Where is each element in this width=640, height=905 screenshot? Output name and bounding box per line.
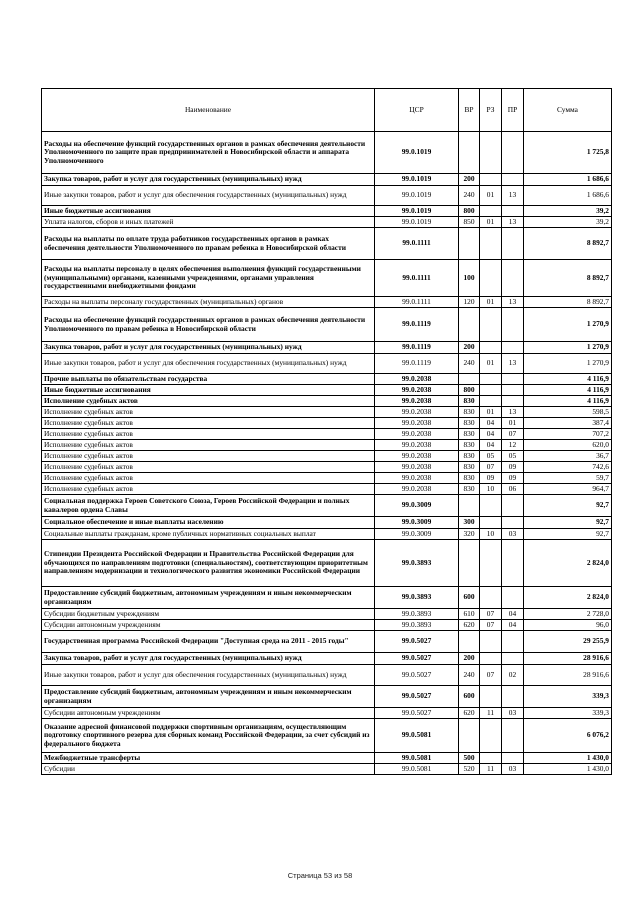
table-row xyxy=(42,418,612,429)
cell-rz: 07 xyxy=(480,462,502,473)
cell-vr: 200 xyxy=(459,174,480,186)
cell-name: Исполнение судебных актов xyxy=(42,429,375,440)
cell-rz: 09 xyxy=(480,473,502,484)
cell-sum: 8 892,7 xyxy=(524,297,612,308)
cell-vr: 830 xyxy=(459,440,480,451)
table-row xyxy=(42,354,612,374)
cell-pr xyxy=(502,396,524,407)
cell-csr: 99.0.1111 xyxy=(375,228,459,260)
cell-pr xyxy=(502,260,524,297)
cell-rz xyxy=(480,587,502,609)
table-row xyxy=(42,653,612,665)
cell-pr: 07 xyxy=(502,429,524,440)
cell-name: Расходы на выплаты персоналу в целях обеспечения выполнения функций государственными (муниципальными) органами, казенными учреждениями, органами управления государственными внебюджетными фондами xyxy=(42,260,375,297)
cell-rz xyxy=(480,653,502,665)
table-row xyxy=(42,407,612,418)
cell-rz: 11 xyxy=(480,764,502,775)
cell-rz: 07 xyxy=(480,620,502,631)
cell-name: Расходы на обеспечение функций государственных органов в рамках обеспечения деятельности Уполномоченного по правам ребенка в Новосибирской области xyxy=(42,308,375,342)
cell-pr xyxy=(502,385,524,396)
cell-vr: 620 xyxy=(459,620,480,631)
cell-csr: 99.0.2038 xyxy=(375,440,459,451)
cell-csr: 99.0.3009 xyxy=(375,517,459,529)
cell-pr xyxy=(502,753,524,764)
cell-pr: 01 xyxy=(502,418,524,429)
cell-rz xyxy=(480,396,502,407)
cell-csr: 99.0.1019 xyxy=(375,206,459,217)
cell-sum: 707,2 xyxy=(524,429,612,440)
cell-sum: 1 430,0 xyxy=(524,764,612,775)
cell-vr: 830 xyxy=(459,484,480,495)
table-row xyxy=(42,517,612,529)
cell-pr xyxy=(502,495,524,517)
cell-vr: 800 xyxy=(459,385,480,396)
cell-name: Стипендии Президента Российской Федерации и Правительства Российской Федерации для обучающихся по направлениям подготовки (специальностям), соответствующим приоритетным направлениям модернизации и технологического развития экономики Российской Федерации xyxy=(42,540,375,587)
cell-sum: 59,7 xyxy=(524,473,612,484)
cell-sum: 8 892,7 xyxy=(524,228,612,260)
table-row xyxy=(42,719,612,753)
cell-csr: 99.0.1019 xyxy=(375,174,459,186)
cell-csr: 99.0.1019 xyxy=(375,186,459,206)
header-sum: Сумма xyxy=(524,89,612,132)
cell-name: Исполнение судебных актов xyxy=(42,396,375,407)
cell-name: Исполнение судебных актов xyxy=(42,451,375,462)
cell-csr: 99.0.3893 xyxy=(375,620,459,631)
cell-pr xyxy=(502,587,524,609)
cell-rz xyxy=(480,540,502,587)
cell-name: Закупка товаров, работ и услуг для государственных (муниципальных) нужд xyxy=(42,653,375,665)
cell-sum: 92,7 xyxy=(524,517,612,529)
cell-vr: 200 xyxy=(459,653,480,665)
cell-name: Предоставление субсидий бюджетным, автономным учреждениям и иным некоммерческим организациям xyxy=(42,587,375,609)
cell-rz xyxy=(480,206,502,217)
cell-rz xyxy=(480,686,502,708)
cell-rz xyxy=(480,517,502,529)
cell-sum: 4 116,9 xyxy=(524,374,612,385)
cell-pr xyxy=(502,374,524,385)
cell-csr: 99.0.3009 xyxy=(375,495,459,517)
cell-vr: 850 xyxy=(459,217,480,228)
cell-vr: 830 xyxy=(459,429,480,440)
table-row xyxy=(42,631,612,653)
cell-sum: 598,5 xyxy=(524,407,612,418)
table-row xyxy=(42,174,612,186)
cell-name: Иные закупки товаров, работ и услуг для обеспечения государственных (муниципальных) нужд xyxy=(42,186,375,206)
table-row xyxy=(42,396,612,407)
cell-pr xyxy=(502,174,524,186)
table-row xyxy=(42,132,612,174)
cell-rz: 01 xyxy=(480,297,502,308)
table-row xyxy=(42,484,612,495)
cell-vr: 800 xyxy=(459,206,480,217)
cell-sum: 36,7 xyxy=(524,451,612,462)
cell-sum: 339,3 xyxy=(524,686,612,708)
cell-sum: 1 270,9 xyxy=(524,354,612,374)
cell-pr: 06 xyxy=(502,484,524,495)
cell-sum: 28 916,6 xyxy=(524,653,612,665)
cell-vr: 830 xyxy=(459,418,480,429)
cell-name: Предоставление субсидий бюджетным, автономным учреждениям и иным некоммерческим организациям xyxy=(42,686,375,708)
cell-name: Расходы на обеспечение функций государственных органов в рамках обеспечения деятельности Уполномоченного по защите прав предпринимателей в Новосибирской области и аппарата Уполномоченного xyxy=(42,132,375,174)
cell-pr: 03 xyxy=(502,529,524,540)
table-row xyxy=(42,473,612,484)
cell-csr: 99.0.5081 xyxy=(375,753,459,764)
cell-name: Исполнение судебных актов xyxy=(42,418,375,429)
cell-sum: 742,6 xyxy=(524,462,612,473)
cell-vr: 830 xyxy=(459,462,480,473)
table-row xyxy=(42,620,612,631)
table-row xyxy=(42,260,612,297)
cell-vr: 830 xyxy=(459,451,480,462)
table-row xyxy=(42,374,612,385)
table-row xyxy=(42,708,612,719)
cell-pr: 04 xyxy=(502,620,524,631)
cell-name: Субсидии бюджетным учреждениям xyxy=(42,609,375,620)
cell-sum: 2 824,0 xyxy=(524,587,612,609)
table-row xyxy=(42,217,612,228)
cell-vr: 610 xyxy=(459,609,480,620)
cell-csr: 99.0.5081 xyxy=(375,719,459,753)
cell-sum: 28 916,6 xyxy=(524,665,612,686)
cell-vr xyxy=(459,308,480,342)
table-row xyxy=(42,587,612,609)
cell-rz: 05 xyxy=(480,451,502,462)
cell-sum: 1 270,9 xyxy=(524,308,612,342)
header-pr: ПР xyxy=(502,89,524,132)
cell-csr: 99.0.3893 xyxy=(375,540,459,587)
table-row xyxy=(42,540,612,587)
cell-pr: 13 xyxy=(502,186,524,206)
cell-sum: 92,7 xyxy=(524,529,612,540)
cell-csr: 99.0.2038 xyxy=(375,385,459,396)
cell-rz: 01 xyxy=(480,186,502,206)
table-row xyxy=(42,609,612,620)
table-row xyxy=(42,228,612,260)
cell-rz xyxy=(480,631,502,653)
cell-rz xyxy=(480,132,502,174)
header-rz: РЗ xyxy=(480,89,502,132)
cell-sum: 1 725,8 xyxy=(524,132,612,174)
cell-name: Прочие выплаты по обязательствам государства xyxy=(42,374,375,385)
cell-pr: 04 xyxy=(502,609,524,620)
cell-vr: 240 xyxy=(459,665,480,686)
cell-pr xyxy=(502,308,524,342)
cell-vr: 100 xyxy=(459,260,480,297)
cell-rz xyxy=(480,260,502,297)
table-row xyxy=(42,385,612,396)
cell-vr: 520 xyxy=(459,764,480,775)
cell-rz: 04 xyxy=(480,429,502,440)
cell-rz: 04 xyxy=(480,418,502,429)
cell-pr xyxy=(502,342,524,354)
cell-pr xyxy=(502,540,524,587)
cell-sum: 96,0 xyxy=(524,620,612,631)
cell-sum: 92,7 xyxy=(524,495,612,517)
cell-sum: 2 728,0 xyxy=(524,609,612,620)
cell-pr: 05 xyxy=(502,451,524,462)
cell-name: Уплата налогов, сборов и иных платежей xyxy=(42,217,375,228)
cell-vr: 120 xyxy=(459,297,480,308)
cell-rz: 10 xyxy=(480,484,502,495)
cell-csr: 99.0.1111 xyxy=(375,260,459,297)
cell-pr: 03 xyxy=(502,764,524,775)
cell-csr: 99.0.1119 xyxy=(375,308,459,342)
table-header-row xyxy=(42,89,612,132)
cell-csr: 99.0.5081 xyxy=(375,764,459,775)
cell-name: Исполнение судебных актов xyxy=(42,484,375,495)
cell-pr: 12 xyxy=(502,440,524,451)
cell-rz: 10 xyxy=(480,529,502,540)
cell-pr xyxy=(502,517,524,529)
cell-pr: 13 xyxy=(502,297,524,308)
budget-table xyxy=(41,88,612,775)
cell-rz xyxy=(480,385,502,396)
cell-pr: 13 xyxy=(502,407,524,418)
cell-name: Исполнение судебных актов xyxy=(42,440,375,451)
cell-csr: 99.0.2038 xyxy=(375,473,459,484)
cell-vr: 500 xyxy=(459,753,480,764)
cell-vr: 320 xyxy=(459,529,480,540)
cell-sum: 620,0 xyxy=(524,440,612,451)
cell-rz xyxy=(480,174,502,186)
cell-csr: 99.0.1119 xyxy=(375,354,459,374)
cell-sum: 6 076,2 xyxy=(524,719,612,753)
cell-pr: 09 xyxy=(502,473,524,484)
cell-rz: 07 xyxy=(480,609,502,620)
cell-name: Расходы на выплаты персоналу государственных (муниципальных) органов xyxy=(42,297,375,308)
cell-vr xyxy=(459,719,480,753)
cell-name: Иные закупки товаров, работ и услуг для обеспечения государственных (муниципальных) нужд xyxy=(42,665,375,686)
cell-rz xyxy=(480,342,502,354)
cell-sum: 964,7 xyxy=(524,484,612,495)
cell-csr: 99.0.2038 xyxy=(375,462,459,473)
cell-name: Субсидии автономным учреждениям xyxy=(42,708,375,719)
cell-rz xyxy=(480,308,502,342)
cell-vr: 240 xyxy=(459,354,480,374)
header-vr: ВР xyxy=(459,89,480,132)
cell-name: Исполнение судебных актов xyxy=(42,407,375,418)
cell-name: Оказание адресной финансовой поддержки спортивным организациям, осуществляющим подготовку спортивного резерва для сборных команд Российской Федерации, за счет субсидий из федерального бюджета xyxy=(42,719,375,753)
table-row xyxy=(42,186,612,206)
cell-rz: 11 xyxy=(480,708,502,719)
cell-rz xyxy=(480,753,502,764)
cell-rz xyxy=(480,719,502,753)
cell-name: Иные бюджетные ассигнования xyxy=(42,385,375,396)
cell-sum: 1 686,6 xyxy=(524,186,612,206)
cell-name: Субсидии xyxy=(42,764,375,775)
cell-vr: 200 xyxy=(459,342,480,354)
cell-vr xyxy=(459,374,480,385)
cell-vr xyxy=(459,495,480,517)
cell-vr xyxy=(459,132,480,174)
cell-csr: 99.0.5027 xyxy=(375,708,459,719)
cell-sum: 39,2 xyxy=(524,206,612,217)
table-row xyxy=(42,206,612,217)
cell-sum: 39,2 xyxy=(524,217,612,228)
cell-csr: 99.0.5027 xyxy=(375,631,459,653)
cell-name: Закупка товаров, работ и услуг для государственных (муниципальных) нужд xyxy=(42,174,375,186)
cell-sum: 1 686,6 xyxy=(524,174,612,186)
table-row xyxy=(42,429,612,440)
table-row xyxy=(42,665,612,686)
cell-pr xyxy=(502,206,524,217)
cell-pr: 09 xyxy=(502,462,524,473)
cell-pr: 13 xyxy=(502,217,524,228)
table-row xyxy=(42,686,612,708)
cell-name: Расходы на выплаты по оплате труда работников государственных органов в рамках обеспечения деятельности Уполномоченного по правам ребенка в Новосибирской области xyxy=(42,228,375,260)
cell-csr: 99.0.2038 xyxy=(375,418,459,429)
header-csr: ЦСР xyxy=(375,89,459,132)
cell-sum: 1 270,9 xyxy=(524,342,612,354)
cell-rz: 07 xyxy=(480,665,502,686)
cell-sum: 339,3 xyxy=(524,708,612,719)
cell-sum: 2 824,0 xyxy=(524,540,612,587)
cell-rz xyxy=(480,495,502,517)
cell-sum: 8 892,7 xyxy=(524,260,612,297)
cell-csr: 99.0.5027 xyxy=(375,686,459,708)
cell-name: Исполнение судебных актов xyxy=(42,473,375,484)
cell-sum: 4 116,9 xyxy=(524,396,612,407)
cell-pr: 03 xyxy=(502,708,524,719)
cell-vr xyxy=(459,631,480,653)
header-name: Наименование xyxy=(42,89,375,132)
table-row xyxy=(42,495,612,517)
cell-name: Закупка товаров, работ и услуг для государственных (муниципальных) нужд xyxy=(42,342,375,354)
cell-name: Социальные выплаты гражданам, кроме публичных нормативных социальных выплат xyxy=(42,529,375,540)
cell-pr xyxy=(502,686,524,708)
cell-vr xyxy=(459,540,480,587)
cell-sum: 29 255,9 xyxy=(524,631,612,653)
cell-name: Межбюджетные трансферты xyxy=(42,753,375,764)
table-row xyxy=(42,342,612,354)
table-row xyxy=(42,764,612,775)
cell-csr: 99.0.5027 xyxy=(375,665,459,686)
cell-csr: 99.0.2038 xyxy=(375,429,459,440)
cell-sum: 387,4 xyxy=(524,418,612,429)
cell-csr: 99.0.5027 xyxy=(375,653,459,665)
cell-name: Социальное обеспечение и иные выплаты населению xyxy=(42,517,375,529)
cell-csr: 99.0.2038 xyxy=(375,396,459,407)
cell-rz: 01 xyxy=(480,407,502,418)
cell-vr: 830 xyxy=(459,407,480,418)
cell-pr xyxy=(502,132,524,174)
table-row xyxy=(42,297,612,308)
cell-sum: 4 116,9 xyxy=(524,385,612,396)
cell-name: Иные закупки товаров, работ и услуг для обеспечения государственных (муниципальных) нужд xyxy=(42,354,375,374)
cell-csr: 99.0.3893 xyxy=(375,587,459,609)
cell-csr: 99.0.1111 xyxy=(375,297,459,308)
cell-vr: 830 xyxy=(459,396,480,407)
cell-csr: 99.0.1119 xyxy=(375,342,459,354)
cell-rz xyxy=(480,374,502,385)
cell-pr: 13 xyxy=(502,354,524,374)
cell-sum: 1 430,0 xyxy=(524,753,612,764)
cell-rz: 01 xyxy=(480,354,502,374)
cell-name: Иные бюджетные ассигнования xyxy=(42,206,375,217)
cell-vr: 600 xyxy=(459,587,480,609)
cell-rz: 04 xyxy=(480,440,502,451)
table-row xyxy=(42,753,612,764)
cell-vr: 600 xyxy=(459,686,480,708)
cell-csr: 99.0.3893 xyxy=(375,609,459,620)
cell-rz xyxy=(480,228,502,260)
cell-vr: 830 xyxy=(459,473,480,484)
cell-csr: 99.0.2038 xyxy=(375,407,459,418)
cell-name: Исполнение судебных актов xyxy=(42,462,375,473)
page-footer: Страница 53 из 58 xyxy=(287,871,353,880)
cell-csr: 99.0.1019 xyxy=(375,217,459,228)
cell-pr xyxy=(502,719,524,753)
cell-vr: 240 xyxy=(459,186,480,206)
cell-csr: 99.0.2038 xyxy=(375,451,459,462)
cell-name: Субсидии автономным учреждениям xyxy=(42,620,375,631)
cell-vr: 300 xyxy=(459,517,480,529)
table-row xyxy=(42,529,612,540)
cell-pr xyxy=(502,631,524,653)
cell-name: Государственная программа Российской Федерации "Доступная среда на 2011 - 2015 годы" xyxy=(42,631,375,653)
cell-pr xyxy=(502,228,524,260)
cell-pr: 02 xyxy=(502,665,524,686)
table-row xyxy=(42,440,612,451)
cell-pr xyxy=(502,653,524,665)
cell-vr xyxy=(459,228,480,260)
cell-vr: 620 xyxy=(459,708,480,719)
table-row xyxy=(42,462,612,473)
cell-rz: 01 xyxy=(480,217,502,228)
table-row xyxy=(42,451,612,462)
cell-csr: 99.0.1019 xyxy=(375,132,459,174)
cell-csr: 99.0.2038 xyxy=(375,374,459,385)
cell-csr: 99.0.2038 xyxy=(375,484,459,495)
table-row xyxy=(42,308,612,342)
cell-csr: 99.0.3009 xyxy=(375,529,459,540)
cell-name: Социальная поддержка Героев Советского Союза, Героев Российской Федерации и полных кавалеров ордена Славы xyxy=(42,495,375,517)
